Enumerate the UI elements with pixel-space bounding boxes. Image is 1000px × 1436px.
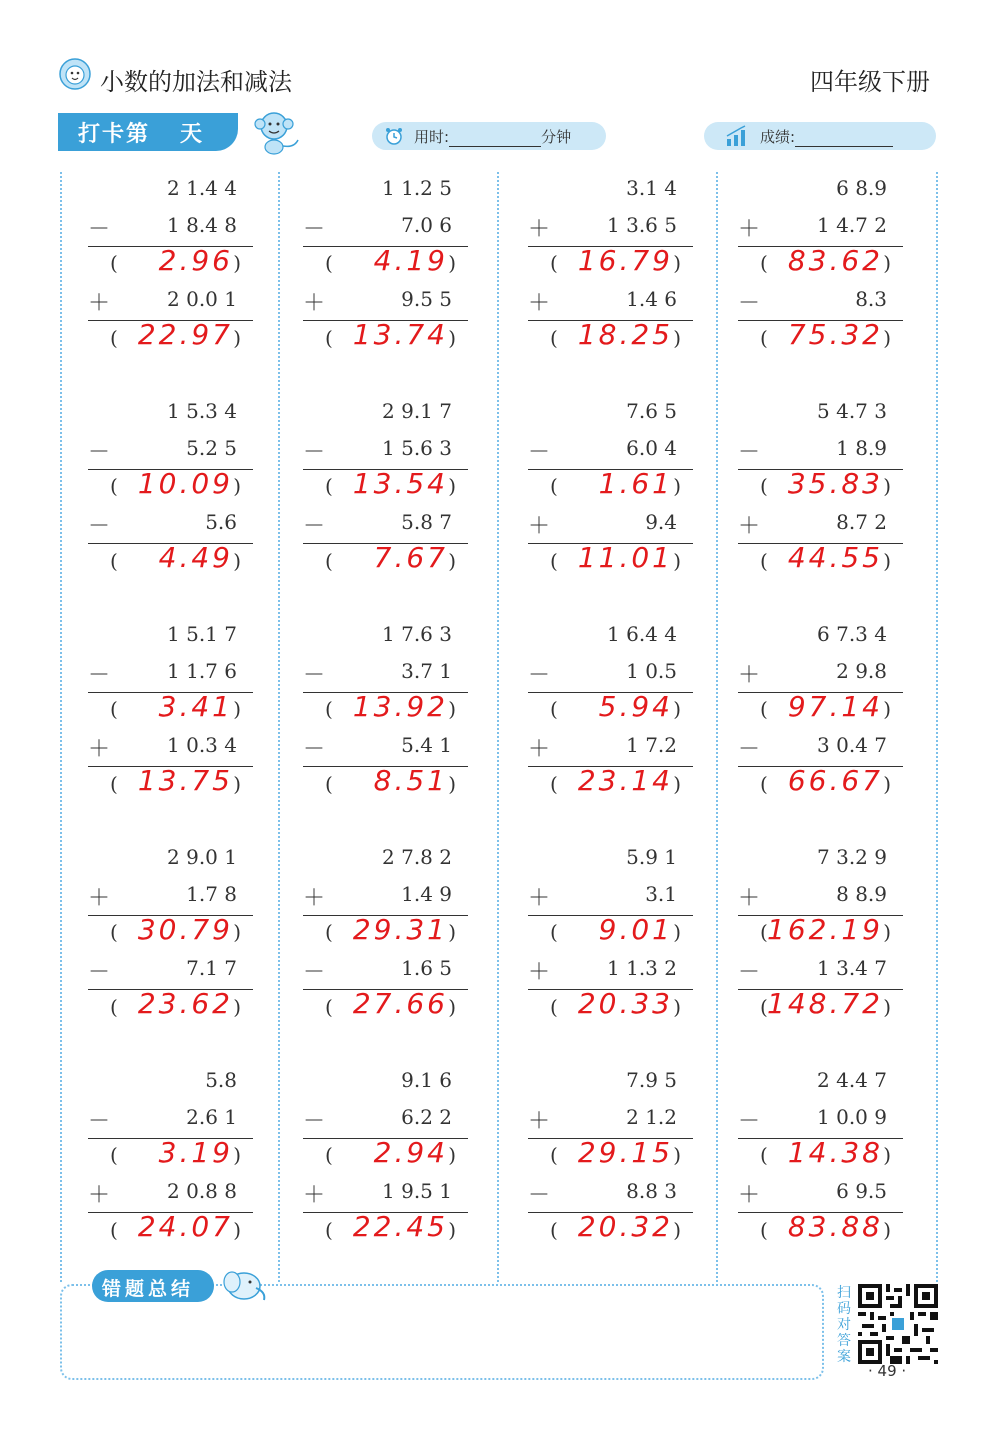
problem-card [738,1068,903,1248]
first-answer[interactable]: 16.79 [577,244,673,277]
paren-close: ) [673,474,681,498]
paren-close: ) [233,1218,241,1242]
second-operator: － [88,514,111,539]
paren-open: ( [760,697,768,721]
final-answer[interactable]: 44.55 [787,541,883,574]
third-number: 8.7 2 [836,510,887,534]
paren-open: ( [760,549,768,573]
problem-card [528,176,693,356]
problem-card [738,176,903,356]
problem-card [88,176,253,356]
second-number: 1 3.6 5 [607,213,677,237]
mistake-summary-label: 错题总结 [92,1270,214,1302]
paren-open: ( [760,772,768,796]
bar-chart-icon [724,124,748,148]
second-operator: ＋ [88,737,111,762]
second-number: 8 8.9 [836,882,887,906]
second-number: 1.4 9 [401,882,452,906]
first-answer[interactable]: 1.61 [598,467,673,500]
first-number: 7 3.2 9 [817,845,887,869]
first-number: 7.9 5 [626,1068,677,1092]
first-number: 2 7.8 2 [382,845,452,869]
first-answer[interactable]: 9.01 [598,913,673,946]
first-number: 5.8 [205,1068,237,1092]
problem-card [88,845,253,1025]
final-answer[interactable]: 8.51 [373,764,448,797]
first-answer[interactable]: 10.09 [137,467,233,500]
paren-close: ) [883,474,891,498]
second-number: 1 1.7 6 [167,659,237,683]
first-answer[interactable]: 4.19 [373,244,448,277]
third-number: 1 9.5 1 [382,1179,452,1203]
third-number: 1 3.4 7 [817,956,887,980]
paren-open: ( [325,474,333,498]
final-answer[interactable]: 66.67 [787,764,883,797]
first-operator: － [88,217,111,242]
third-number: 9.4 [645,510,677,534]
first-number: 2 1.4 4 [167,176,237,200]
paren-open: ( [550,326,558,350]
first-answer[interactable]: 2.96 [158,244,233,277]
second-number: 1.7 8 [186,882,237,906]
second-operator: － [738,960,761,985]
checkin-prefix: 打卡第 [78,122,151,147]
paren-close: ) [233,920,241,944]
second-operator: － [303,737,326,762]
first-number: 5 4.7 3 [817,399,887,423]
final-answer[interactable]: 24.07 [137,1210,233,1243]
page-number: · 49 · [868,1362,907,1380]
paren-open: ( [550,920,558,944]
second-operator: ＋ [303,1183,326,1208]
first-number: 1 7.6 3 [382,622,452,646]
final-answer[interactable]: 7.67 [373,541,448,574]
problem-card [303,399,468,579]
paren-close: ) [233,549,241,573]
column-divider [278,172,280,1282]
paren-open: ( [760,920,768,944]
final-answer[interactable]: 75.32 [787,318,883,351]
paren-close: ) [233,772,241,796]
paren-close: ) [883,697,891,721]
paren-open: ( [325,772,333,796]
first-answer[interactable]: 29.15 [577,1136,673,1169]
scan-answer-text: 扫码对答案 [837,1285,851,1365]
paren-open: ( [325,251,333,275]
first-operator: ＋ [88,886,111,911]
second-number: 1 5.6 3 [382,436,452,460]
problem-card [528,399,693,579]
paren-close: ) [448,697,456,721]
paren-open: ( [550,549,558,573]
second-operator: ＋ [738,514,761,539]
paren-open: ( [325,920,333,944]
second-number: 6.0 4 [626,436,677,460]
final-answer[interactable]: 23.14 [577,764,673,797]
paren-close: ) [883,1218,891,1242]
first-answer[interactable]: 2.94 [373,1136,448,1169]
time-unit: 分钟 [541,128,572,146]
second-operator: － [303,960,326,985]
first-answer[interactable]: 14.38 [787,1136,883,1169]
first-number: 1 6.4 4 [607,622,677,646]
final-answer[interactable]: 83.88 [787,1210,883,1243]
first-answer[interactable]: 13.92 [352,690,448,723]
paren-close: ) [673,1143,681,1167]
paren-open: ( [110,474,118,498]
score-input-line[interactable] [795,132,893,147]
paren-close: ) [673,1218,681,1242]
first-answer[interactable]: 30.79 [137,913,233,946]
first-operator: ＋ [528,1109,551,1134]
paren-close: ) [448,1218,456,1242]
second-operator: － [528,1183,551,1208]
paren-close: ) [448,995,456,1019]
first-number: 2 9.1 7 [382,399,452,423]
third-number: 5.6 [205,510,237,534]
score-box [704,122,936,150]
third-number: 8.3 [855,287,887,311]
first-number: 6 7.3 4 [817,622,887,646]
paren-open: ( [550,1218,558,1242]
paren-open: ( [760,474,768,498]
problem-card [738,845,903,1025]
first-number: 1 1.2 5 [382,176,452,200]
paren-close: ) [673,549,681,573]
paren-close: ) [233,1143,241,1167]
problem-card [738,622,903,802]
first-operator: － [303,663,326,688]
paren-open: ( [325,995,333,1019]
checkin-suffix: 天 [180,122,205,147]
grade-label: 四年级下册 [810,68,930,96]
first-operator: ＋ [528,217,551,242]
monkey-mascot-icon [246,106,302,156]
paren-close: ) [448,326,456,350]
second-number: 5.2 5 [186,436,237,460]
second-operator: － [738,291,761,316]
final-answer[interactable]: 13.75 [137,764,233,797]
paren-open: ( [110,920,118,944]
third-number: 1.4 6 [626,287,677,311]
paren-open: ( [110,1218,118,1242]
third-number: 5.4 1 [401,733,452,757]
first-number: 9.1 6 [401,1068,452,1092]
paren-close: ) [883,549,891,573]
paren-close: ) [673,920,681,944]
paren-close: ) [673,697,681,721]
second-number: 1 8.4 8 [167,213,237,237]
paren-close: ) [673,995,681,1019]
final-answer[interactable]: 20.32 [577,1210,673,1243]
first-operator: － [528,440,551,465]
third-number: 1 7.2 [626,733,677,757]
paren-open: ( [760,995,768,1019]
paren-open: ( [325,1218,333,1242]
problem-card [528,622,693,802]
problem-card [528,1068,693,1248]
first-number: 6 8.9 [836,176,887,200]
paren-open: ( [110,326,118,350]
paren-open: ( [550,772,558,796]
first-operator: ＋ [303,886,326,911]
first-answer[interactable]: 3.19 [158,1136,233,1169]
paren-close: ) [673,326,681,350]
first-operator: － [528,663,551,688]
paren-close: ) [883,772,891,796]
third-number: 5.8 7 [401,510,452,534]
final-answer[interactable]: 20.33 [577,987,673,1020]
paren-close: ) [883,326,891,350]
second-operator: － [88,960,111,985]
first-answer[interactable]: 162.19 [767,913,883,946]
alarm-clock-icon [384,126,404,146]
first-operator: ＋ [528,886,551,911]
paren-open: ( [110,772,118,796]
final-answer[interactable]: 11.01 [577,541,673,574]
third-number: 1.6 5 [401,956,452,980]
first-number: 7.6 5 [626,399,677,423]
first-answer[interactable]: 5.94 [598,690,673,723]
final-answer[interactable]: 148.72 [767,987,883,1020]
first-operator: － [88,440,111,465]
problem-card [303,1068,468,1248]
paren-close: ) [233,697,241,721]
paren-open: ( [550,251,558,275]
second-number: 1 8.9 [836,436,887,460]
problem-card [88,622,253,802]
second-number: 2.6 1 [186,1105,237,1129]
first-operator: － [88,663,111,688]
paren-open: ( [550,474,558,498]
third-number: 6 9.5 [836,1179,887,1203]
first-operator: ＋ [738,663,761,688]
second-operator: ＋ [528,291,551,316]
paren-close: ) [883,1143,891,1167]
second-operator: ＋ [528,960,551,985]
paren-close: ) [233,251,241,275]
second-operator: ＋ [88,1183,111,1208]
paren-open: ( [110,697,118,721]
paren-close: ) [448,251,456,275]
final-answer[interactable]: 27.66 [352,987,448,1020]
first-answer[interactable]: 13.54 [352,467,448,500]
paren-close: ) [448,1143,456,1167]
first-number: 2 4.4 7 [817,1068,887,1092]
paren-open: ( [550,995,558,1019]
third-number: 9.5 5 [401,287,452,311]
column-divider [716,172,718,1282]
paren-open: ( [110,1143,118,1167]
first-operator: － [738,440,761,465]
third-number: 1 1.3 2 [607,956,677,980]
paren-close: ) [233,474,241,498]
first-operator: － [303,1109,326,1134]
second-number: 1 0.0 9 [817,1105,887,1129]
column-divider [60,172,62,1282]
first-operator: － [738,1109,761,1134]
problem-card [303,176,468,356]
paren-open: ( [760,1218,768,1242]
paren-close: ) [673,772,681,796]
paren-close: ) [233,326,241,350]
paren-close: ) [883,920,891,944]
paren-open: ( [325,1143,333,1167]
first-operator: － [303,217,326,242]
qr-code-icon[interactable] [858,1284,938,1364]
first-answer[interactable]: 83.62 [787,244,883,277]
first-operator: ＋ [738,217,761,242]
first-operator: ＋ [738,886,761,911]
third-number: 2 0.8 8 [167,1179,237,1203]
final-answer[interactable]: 18.25 [577,318,673,351]
second-number: 3.1 [645,882,677,906]
problem-card [303,845,468,1025]
paren-open: ( [550,697,558,721]
first-number: 3.1 4 [626,176,677,200]
first-number: 2 9.0 1 [167,845,237,869]
second-number: 7.0 6 [401,213,452,237]
problem-card [528,845,693,1025]
second-number: 6.2 2 [401,1105,452,1129]
paren-open: ( [110,549,118,573]
page-title: 小数的加法和减法 [100,68,292,96]
paren-open: ( [760,1143,768,1167]
second-operator: － [738,737,761,762]
third-number: 1 0.3 4 [167,733,237,757]
final-answer[interactable]: 22.97 [137,318,233,351]
paren-open: ( [760,251,768,275]
paren-open: ( [325,549,333,573]
paren-open: ( [325,326,333,350]
second-number: 3.7 1 [401,659,452,683]
problem-card [88,399,253,579]
time-box [372,122,606,150]
paren-close: ) [673,251,681,275]
paren-close: ) [883,251,891,275]
first-number: 1 5.1 7 [167,622,237,646]
paren-close: ) [448,772,456,796]
first-number: 1 5.3 4 [167,399,237,423]
problem-card [303,622,468,802]
final-answer[interactable]: 4.49 [158,541,233,574]
second-operator: ＋ [738,1183,761,1208]
second-operator: ＋ [303,291,326,316]
score-label: 成绩: [760,128,796,146]
paren-close: ) [448,474,456,498]
first-answer[interactable]: 29.31 [352,913,448,946]
final-answer[interactable]: 23.62 [137,987,233,1020]
problem-card [88,1068,253,1248]
first-operator: － [88,1109,111,1134]
lion-mascot-icon [58,56,92,94]
second-operator: － [303,514,326,539]
first-answer[interactable]: 35.83 [787,467,883,500]
paren-close: ) [448,920,456,944]
column-divider [497,172,499,1282]
paren-open: ( [110,995,118,1019]
third-number: 3 0.4 7 [817,733,887,757]
checkin-banner [58,113,238,151]
paren-open: ( [325,697,333,721]
first-answer[interactable]: 3.41 [158,690,233,723]
paren-close: ) [883,995,891,1019]
first-operator: － [303,440,326,465]
final-answer[interactable]: 13.74 [352,318,448,351]
elephant-mascot-icon [214,1264,270,1304]
second-operator: ＋ [528,514,551,539]
second-number: 2 9.8 [836,659,887,683]
paren-open: ( [550,1143,558,1167]
paren-open: ( [110,251,118,275]
second-operator: ＋ [88,291,111,316]
paren-close: ) [233,995,241,1019]
paren-open: ( [760,326,768,350]
time-label: 用时: [414,128,450,146]
second-number: 2 1.2 [626,1105,677,1129]
third-number: 2 0.0 1 [167,287,237,311]
column-divider [936,172,938,1282]
second-operator: ＋ [528,737,551,762]
problem-card [738,399,903,579]
time-input-line[interactable] [449,132,541,147]
first-answer[interactable]: 97.14 [787,690,883,723]
paren-close: ) [448,549,456,573]
third-number: 8.8 3 [626,1179,677,1203]
final-answer[interactable]: 22.45 [352,1210,448,1243]
third-number: 7.1 7 [186,956,237,980]
first-number: 5.9 1 [626,845,677,869]
second-number: 1 4.7 2 [817,213,887,237]
second-number: 1 0.5 [626,659,677,683]
